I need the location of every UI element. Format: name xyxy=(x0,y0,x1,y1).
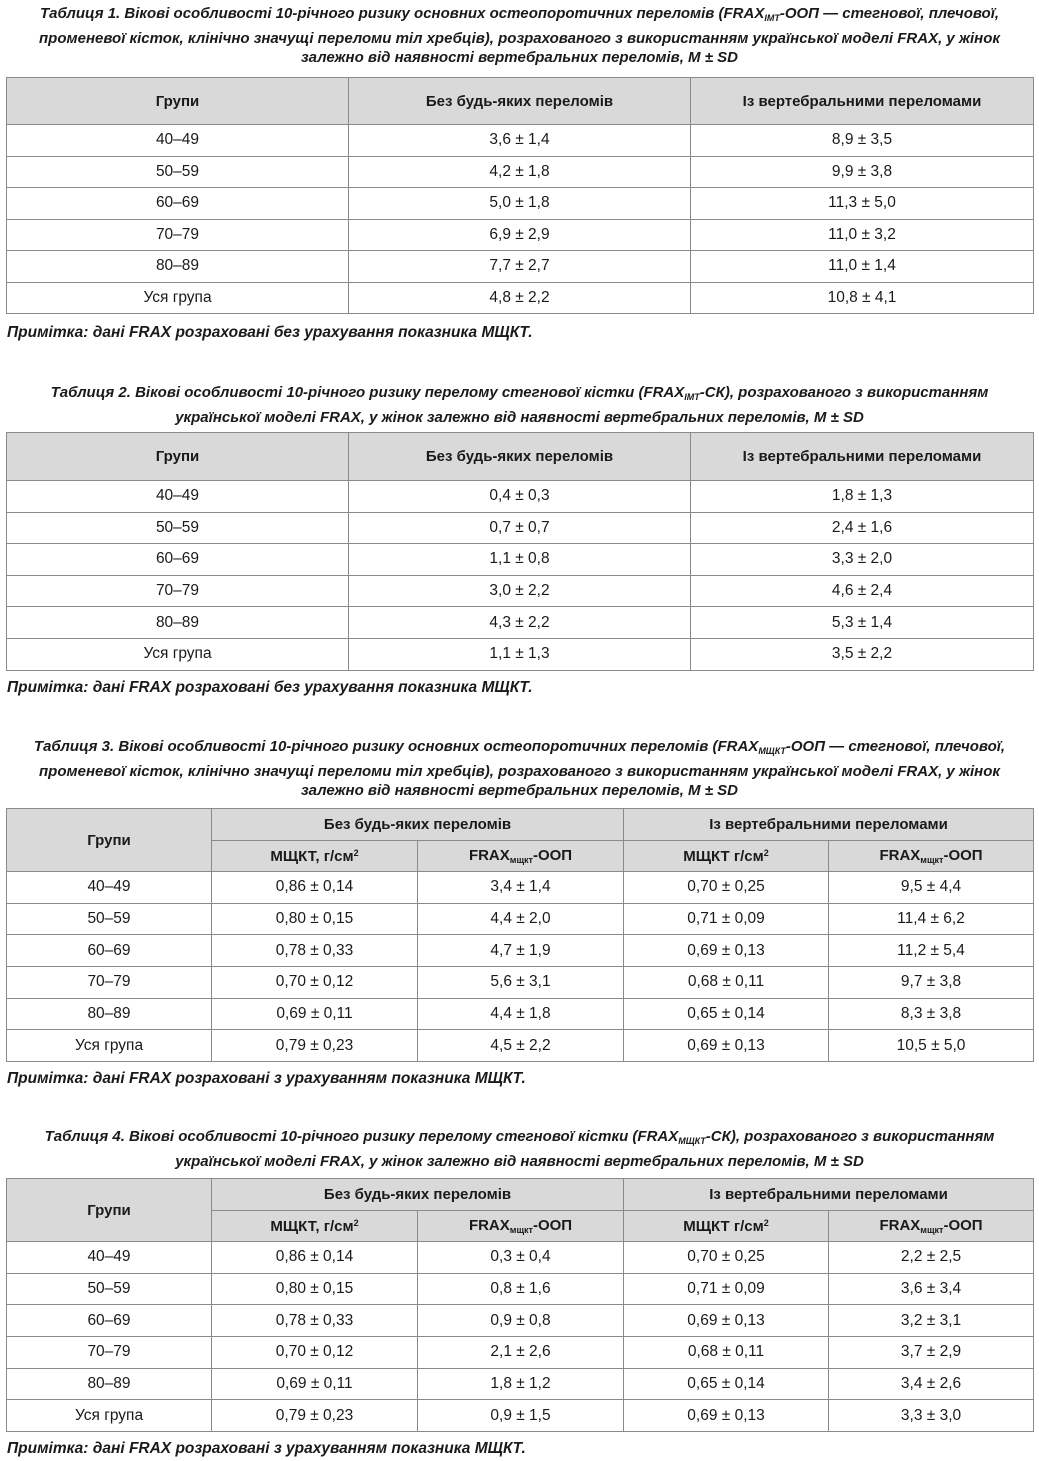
table-row: Уся група 4,8 ± 2,2 10,8 ± 4,1 xyxy=(7,282,1034,314)
table-row: 80–89 0,69 ± 0,11 1,8 ± 1,2 0,65 ± 0,14 3,4 ± 2,6 xyxy=(7,1368,1034,1400)
table-row: 80–89 7,7 ± 2,7 11,0 ± 1,4 xyxy=(7,251,1034,283)
table-row: 80–89 0,69 ± 0,11 4,4 ± 1,8 0,65 ± 0,14 8,3 ± 3,8 xyxy=(7,998,1034,1030)
table-1-header-row xyxy=(7,78,1034,125)
header-no-fractures: Без будь-яких переломів xyxy=(212,1179,624,1211)
header-frax: $FRAX_{мщкт}$-ООП xyxy=(829,1211,1034,1242)
table-1-caption: Таблиця 1. Вікові особливості 10-річного ризику основних остеопоротичних переломів ($FRAX_{ІМТ}$-ООП — стегнової, плечової, променевої кісток, клінічно значущі переломи тіл хребців), розрахованого з використанням української моделі FRAX, у жінок залежно від наявності вертебральних переломів, M ± SD xyxy=(39,5,1000,66)
header-no-fractures: Без будь-яких переломів xyxy=(349,78,691,125)
table-row: 60–69 0,78 ± 0,33 4,7 ± 1,9 0,69 ± 0,13 11,2 ± 5,4 xyxy=(7,935,1034,967)
header-bmd: МЩКТ $г/см^2$ xyxy=(624,1211,829,1242)
table-2 xyxy=(6,432,1034,671)
table-4-note: Примітка: дані FRAX розраховані з урахуванням показника МЩКТ. xyxy=(7,1440,526,1457)
header-bmd: МЩКТ, $г/см^2$ xyxy=(212,841,418,872)
table-row: 50–59 0,7 ± 0,7 2,4 ± 1,6 xyxy=(7,512,1034,544)
table-row: 50–59 4,2 ± 1,8 9,9 ± 3,8 xyxy=(7,156,1034,188)
header-vertebral-fractures: Із вертебральними переломами xyxy=(624,1179,1034,1211)
table-row: Уся група 0,79 ± 0,23 4,5 ± 2,2 0,69 ± 0,13 10,5 ± 5,0 xyxy=(7,1030,1034,1062)
table-row: Уся група 1,1 ± 1,3 3,5 ± 2,2 xyxy=(7,638,1034,670)
table-2-note: Примітка: дані FRAX розраховані без урахування показника МЩКТ. xyxy=(7,679,533,696)
table-2-caption: Таблиця 2. Вікові особливості 10-річного ризику перелому стегнової кістки $(FRAX_{ІМТ}-СК)$, розрахованого з використанням української моделі FRAX, у жінок залежно від наявності вертебральних переломів, M ± SD xyxy=(50,384,989,426)
table-row: 70–79 3,0 ± 2,2 4,6 ± 2,4 xyxy=(7,575,1034,607)
header-no-fractures: Без будь-яких переломів xyxy=(212,809,624,841)
table-row: 60–69 5,0 ± 1,8 11,3 ± 5,0 xyxy=(7,188,1034,220)
header-groups: Групи xyxy=(7,433,349,481)
table-row: 40–49 0,86 ± 0,14 0,3 ± 0,4 0,70 ± 0,25 2,2 ± 2,5 xyxy=(7,1242,1034,1274)
header-groups: Групи xyxy=(7,809,212,872)
table-1 xyxy=(6,77,1034,314)
header-groups: Групи xyxy=(7,1179,212,1242)
table-3-caption: Таблиця 3. Вікові особливості 10-річного ризику основних остеопоротичних переломів ($FRAX_{МЩКТ}$-ООП — стегнової, плечової, променевої кісток, клінічно значущі переломи тіл хребців), розрахованого з використанням української моделі FRAX, у жінок залежно від наявності вертебральних переломів, M ± SD xyxy=(33,738,1006,799)
table-4-caption: Таблиця 4. Вікові особливості 10-річного ризику перелому стегнової кістки $(FRAX_{МЩКТ}-СК)$, розрахованого з використанням української моделі FRAX, у жінок залежно від наявності вертебральних переломів, M ± SD xyxy=(44,1128,995,1170)
table-row: 60–69 0,78 ± 0,33 0,9 ± 0,8 0,69 ± 0,13 3,2 ± 3,1 xyxy=(7,1305,1034,1337)
header-no-fractures: Без будь-яких переломів xyxy=(349,433,691,481)
table-row: 50–59 0,80 ± 0,15 4,4 ± 2,0 0,71 ± 0,09 11,4 ± 6,2 xyxy=(7,903,1034,935)
table-3-note: Примітка: дані FRAX розраховані з урахуванням показника МЩКТ. xyxy=(7,1070,526,1087)
table-row: 80–89 4,3 ± 2,2 5,3 ± 1,4 xyxy=(7,607,1034,639)
header-vertebral-fractures: Із вертебральними переломами xyxy=(691,433,1034,481)
table-1-note: Примітка: дані FRAX розраховані без урахування показника МЩКТ. xyxy=(7,324,533,341)
table-row: 40–49 0,4 ± 0,3 1,8 ± 1,3 xyxy=(7,481,1034,513)
header-groups: Групи xyxy=(7,78,349,125)
table-row: 40–49 3,6 ± 1,4 8,9 ± 3,5 xyxy=(7,125,1034,157)
table-3 xyxy=(6,808,1034,1062)
table-3-group-header-row xyxy=(7,809,1034,841)
header-frax: $FRAX_{мщкт}$-ООП xyxy=(418,1211,624,1242)
table-2-header-row xyxy=(7,433,1034,481)
table-row: 70–79 6,9 ± 2,9 11,0 ± 3,2 xyxy=(7,219,1034,251)
table-row: Уся група 0,79 ± 0,23 0,9 ± 1,5 0,69 ± 0,13 3,3 ± 3,0 xyxy=(7,1400,1034,1432)
table-4-group-header-row xyxy=(7,1179,1034,1211)
header-bmd: МЩКТ, $г/см^2$ xyxy=(212,1211,418,1242)
table-row: 40–49 0,86 ± 0,14 3,4 ± 1,4 0,70 ± 0,25 9,5 ± 4,4 xyxy=(7,872,1034,904)
header-frax: $FRAX_{мщкт}$-ООП xyxy=(829,841,1034,872)
header-vertebral-fractures: Із вертебральними переломами xyxy=(691,78,1034,125)
table-row: 50–59 0,80 ± 0,15 0,8 ± 1,6 0,71 ± 0,09 3,6 ± 3,4 xyxy=(7,1273,1034,1305)
table-row: 60–69 1,1 ± 0,8 3,3 ± 2,0 xyxy=(7,544,1034,576)
table-row: 70–79 0,70 ± 0,12 5,6 ± 3,1 0,68 ± 0,11 9,7 ± 3,8 xyxy=(7,967,1034,999)
header-bmd: МЩКТ $г/см^2$ xyxy=(624,841,829,872)
table-row: 70–79 0,70 ± 0,12 2,1 ± 2,6 0,68 ± 0,11 3,7 ± 2,9 xyxy=(7,1337,1034,1369)
header-frax: $FRAX_{мщкт}$-ООП xyxy=(418,841,624,872)
header-vertebral-fractures: Із вертебральними переломами xyxy=(624,809,1034,841)
table-4 xyxy=(6,1178,1034,1432)
